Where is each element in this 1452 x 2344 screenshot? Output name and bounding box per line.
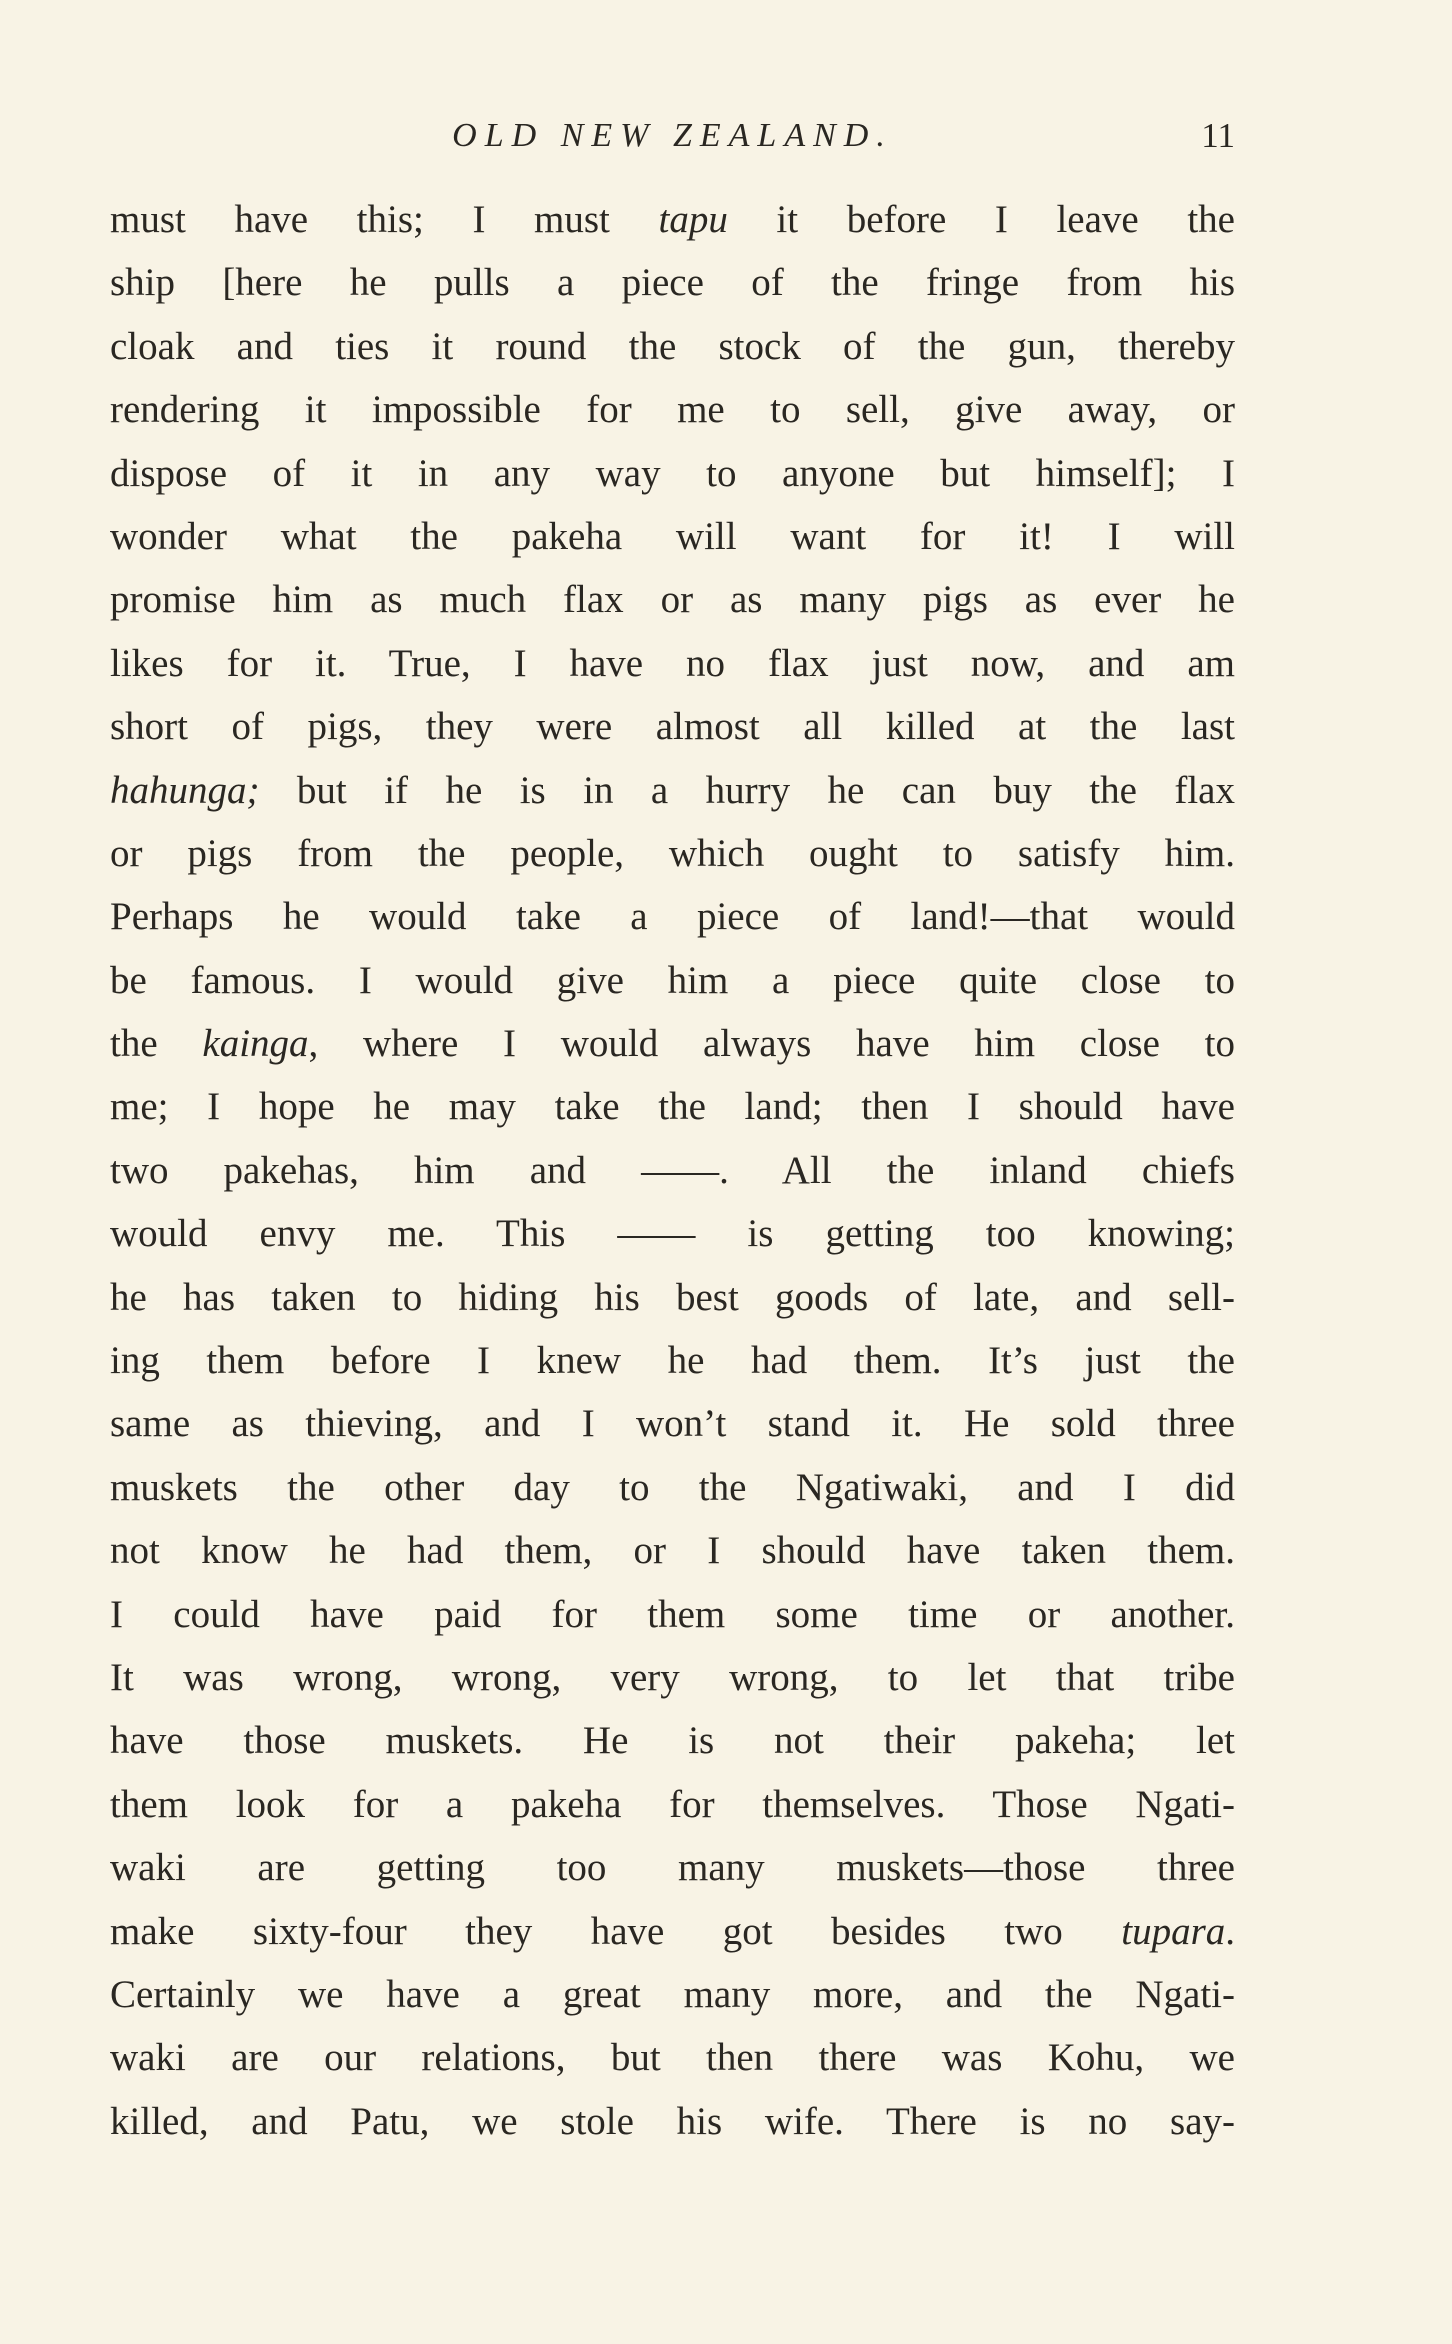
text-line: he has taken to hiding his best goods of late, and sell- (110, 1275, 1235, 1319)
text-line: same as thieving, and I won’t stand it. He sold three (110, 1402, 1235, 1446)
text-line: I could have paid for them some time or another. (110, 1592, 1235, 1636)
page-number: 11 (1201, 116, 1235, 155)
running-title: OLD NEW ZEALAND. (452, 117, 893, 154)
text-line: them look for a pakeha for themselves. Those Ngati- (110, 1782, 1235, 1826)
text-line: Perhaps he would take a piece of land!—that would (110, 895, 1235, 939)
text-line: likes for it. True, I have no flax just now, and am (110, 641, 1235, 685)
text-line: waki are getting too many muskets—those three (110, 1846, 1235, 1890)
text-line: have those muskets. He is not their pakeha; let (110, 1719, 1235, 1763)
text-line: hahunga; but if he is in a hurry he can buy the flax (110, 768, 1235, 812)
text-line: Certainly we have a great many more, and the Ngati- (110, 1972, 1235, 2016)
text-line: short of pigs, they were almost all killed at the last (110, 705, 1235, 749)
body-text (110, 188, 1235, 2153)
text-line: the kainga, where I would always have him close to (110, 1022, 1235, 1066)
text-line: wonder what the pakeha will want for it! I will (110, 514, 1235, 558)
text-line: promise him as much flax or as many pigs as ever he (110, 578, 1235, 622)
running-head (110, 112, 1235, 160)
text-line: dispose of it in any way to anyone but himself]; I (110, 451, 1235, 495)
text-line: muskets the other day to the Ngatiwaki, and I did (110, 1465, 1235, 1509)
text-line: waki are our relations, but then there was Kohu, we (110, 2036, 1235, 2080)
text-line: ing them before I knew he had them. It’s just the (110, 1339, 1235, 1383)
text-line: or pigs from the people, which ought to satisfy him. (110, 831, 1235, 875)
text-line: be famous. I would give him a piece quite close to (110, 958, 1235, 1002)
text-line: would envy me. This —— is getting too knowing; (110, 1212, 1235, 1256)
text-line: make sixty-four they have got besides two tupara. (110, 1909, 1235, 1953)
text-line: not know he had them, or I should have taken them. (110, 1529, 1235, 1573)
text-line: cloak and ties it round the stock of the gun, thereby (110, 324, 1235, 368)
text-line: me; I hope he may take the land; then I should have (110, 1085, 1235, 1129)
text-line: rendering it impossible for me to sell, give away, or (110, 388, 1235, 432)
text-line: two pakehas, him and ——. All the inland chiefs (110, 1148, 1235, 1192)
text-line: ship [here he pulls a piece of the fringe from his (110, 261, 1235, 305)
text-line: must have this; I must tapu it before I leave the (110, 198, 1235, 241)
text-line: It was wrong, wrong, very wrong, to let that tribe (110, 1655, 1235, 1699)
text-line: killed, and Patu, we stole his wife. There is no say- (110, 2099, 1235, 2143)
